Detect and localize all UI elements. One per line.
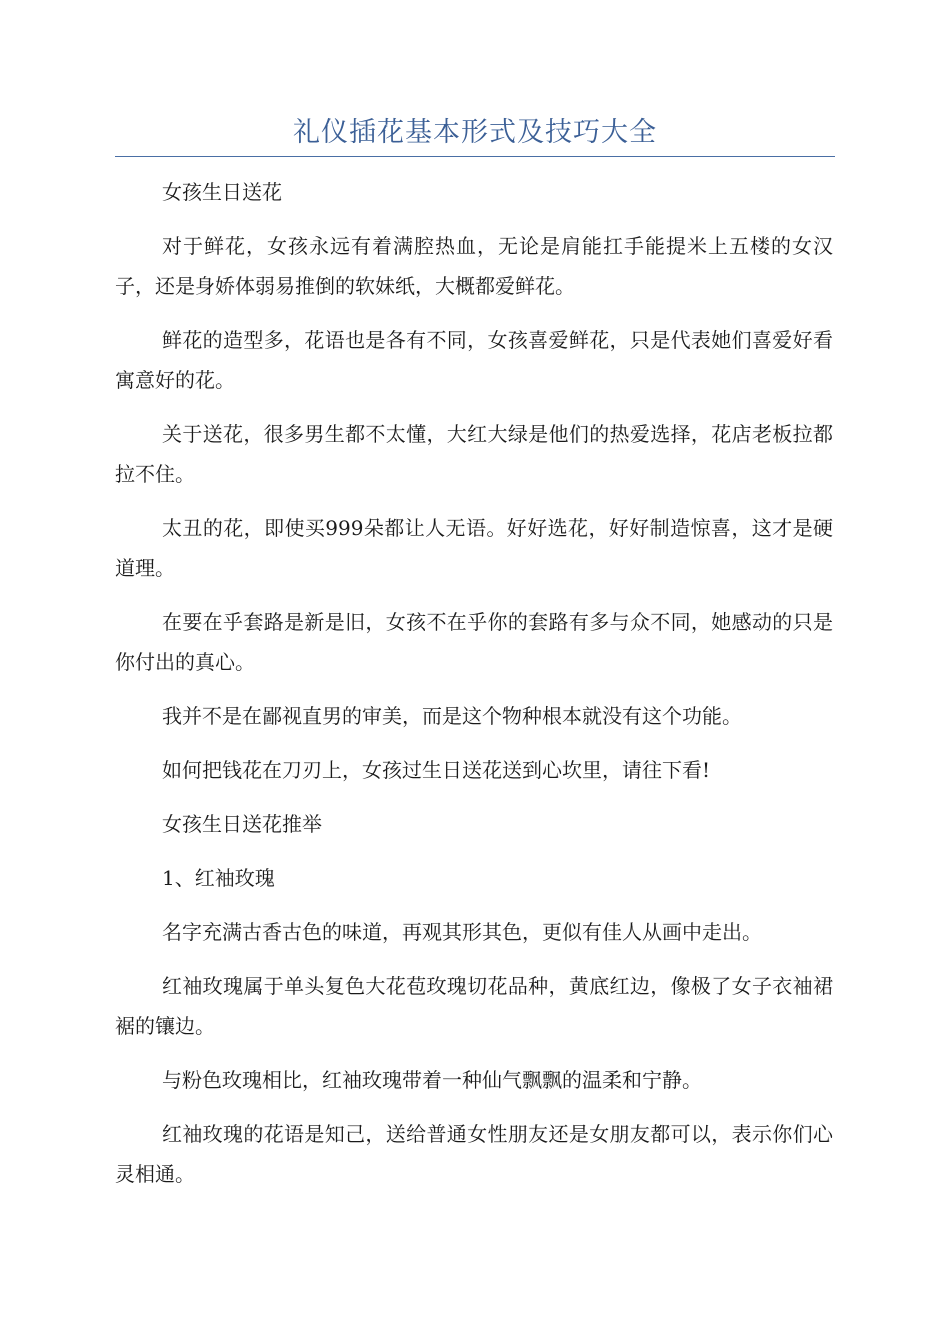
paragraph: 关于送花，很多男生都不太懂，大红大绿是他们的热爱选择，花店老板拉都拉不住。 [115, 422, 833, 486]
paragraph: 我并不是在鄙视直男的审美，而是这个物种根本就没有这个功能。 [162, 704, 742, 728]
paragraph: 对于鲜花，女孩永远有着满腔热血，无论是肩能扛手能提米上五楼的女汉子，还是身娇体弱易推倒的软妹纸，大概都爱鲜花。 [115, 234, 833, 298]
paragraph: 在要在乎套路是新是旧，女孩不在乎你的套路有多与众不同，她感动的只是你付出的真心。 [115, 610, 833, 674]
paragraph-subheading: 女孩生日送花推举 [162, 812, 322, 836]
paragraph: 与粉色玫瑰相比，红袖玫瑰带着一种仙气飘飘的温柔和宁静。 [162, 1068, 702, 1092]
paragraph: 名字充满古香古色的味道，再观其形其色，更似有佳人从画中走出。 [162, 920, 762, 944]
title-block [115, 110, 835, 157]
paragraph: 太丑的花，即使买999朵都让人无语。好好选花，好好制造惊喜，这才是硬道理。 [115, 516, 833, 580]
paragraph: 红袖玫瑰的花语是知己，送给普通女性朋友还是女朋友都可以，表示你们心灵相通。 [115, 1122, 833, 1186]
document-title: 礼仪插花基本形式及技巧大全 [293, 117, 657, 148]
document-body [115, 172, 833, 1208]
paragraph: 红袖玫瑰属于单头复色大花苞玫瑰切花品种，黄底红边，像极了女子衣袖裙裾的镶边。 [115, 974, 833, 1038]
paragraph-list-item: 1、红袖玫瑰 [162, 866, 275, 890]
paragraph: 如何把钱花在刀刃上，女孩过生日送花送到心坎里，请往下看! [162, 758, 711, 782]
paragraph-section-heading: 女孩生日送花 [162, 180, 282, 204]
paragraph: 鲜花的造型多，花语也是各有不同，女孩喜爱鲜花，只是代表她们喜爱好看寓意好的花。 [115, 328, 833, 392]
